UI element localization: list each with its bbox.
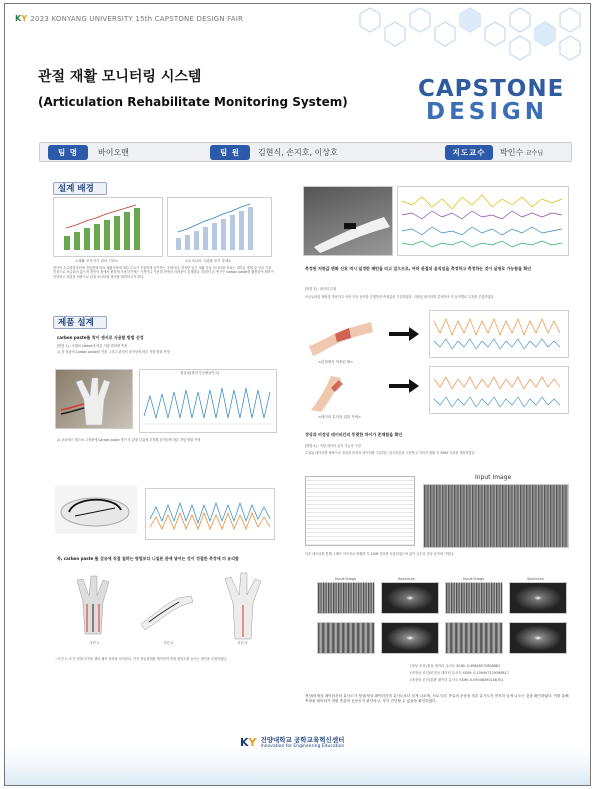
arm-illustration-2	[305, 370, 375, 414]
analysis-title: 정상과 비정상 데이터간의 뚜렷한 차이가 존재함을 확인	[305, 432, 403, 437]
footer-ky-icon: KY	[240, 735, 257, 749]
grid-image-2	[381, 582, 439, 614]
rehab-chart	[53, 197, 163, 257]
fair-header	[15, 14, 243, 23]
section-background-header: 설계 배경	[53, 182, 107, 195]
grid-label-4: Spectrum	[527, 577, 544, 581]
photo-caption-1: 사진 1	[89, 641, 100, 645]
right-step3: [방법 3] : 데이터 수집	[305, 287, 337, 291]
footer-name-ko: 건양대학교 공학교육혁신센터	[260, 736, 345, 744]
capstone-logo-line2: DESIGN	[426, 99, 549, 125]
design-step1: [방법 1] : 숙재료 sleeve에 따른 저항 변화량 측정	[57, 344, 128, 348]
photo-caption-2: 사진 2	[163, 641, 174, 645]
sensor-photo-3	[213, 569, 273, 641]
team-name-tag: 팀 명	[48, 145, 88, 160]
grid-image-3	[445, 582, 503, 614]
grid-image-5	[317, 622, 375, 654]
arm-illustration-2-svg	[305, 370, 375, 414]
footer-logo	[240, 735, 344, 749]
multi-joint-chart-svg	[398, 187, 568, 255]
design-highlight: 즉, carbon paste 를 섬유에 직접 칠하는 방법보다 니일론 관에 넣어는 것이 정절한 측정에 더 유리함	[57, 556, 239, 561]
grid-label-3: Input Image	[463, 577, 485, 581]
photo-caption-3: 사진 3	[237, 641, 248, 645]
right-step3-text: 프로토타입 제품을 착용하고 여러 가지 동작을 수행하며 측정값을 기록하였다. 저장된 데이터를 분석하여 각 동작별로 특징을 추출하였다.	[305, 295, 495, 299]
ssim-line-1: (정상 조건)정상 데이터 유사도 SSIM: 0.49848575608881	[410, 664, 501, 668]
multi-joint-chart	[397, 186, 569, 256]
glove-photo-svg	[56, 370, 134, 430]
petri-dish-svg	[55, 486, 137, 534]
right-step4-text: 수집된 데이터를 바탕으로 정상과 비정상 데이터를 구분하는 알고리즘을 구현하고 이미지 변환 후 SSIM 지표를 계산하였다.	[305, 451, 476, 455]
poster	[4, 3, 591, 786]
data-table-image	[305, 476, 415, 546]
grid-image-7	[445, 622, 503, 654]
sensor-photo-2-svg	[135, 574, 201, 636]
sensor-photo-3-svg	[213, 569, 273, 641]
rehab-chart-caption: <재활 보조기기 관리 기준>	[75, 259, 119, 263]
section-design-header: 제품 설계	[53, 316, 107, 329]
footer-name-en: Innovation for Engineering Education	[260, 744, 345, 749]
right-step4: [방법 4] : 저장 데이터 분석 기능의 구현	[305, 444, 361, 448]
ky-logo-icon: KY	[15, 14, 28, 23]
arm-sensor-photo	[303, 186, 393, 256]
design-step1b: 1) 을 장갑에 Carbon paste를 산물 그리고 관절의 움직임에 따른 저항 변화 측정	[57, 350, 170, 354]
team-name-value: 바이오맨	[98, 148, 129, 157]
joint-signal-chart-2-svg	[430, 367, 568, 413]
team-member-value: 김현식, 손지호, 이상호	[258, 148, 338, 157]
fair-label: 2023 KONYANG UNIVERSITY 15th CAPSTONE DESIGN FAIR	[30, 14, 244, 23]
design-notes: ~사진 1~3 은 현재 부착된 센서 제작 과정을 보여준다. 이후 장갑형태를 제작하여 측정 정밀도를 높이는 방안을 수립하였다.	[55, 657, 228, 661]
background-text: 한국이 초고령화사회에 진입함에 따라 재활의학에 대한 수요가 꾸준하게 증가하는 추세이다. 하지만 일부 재활 운동 모니터링 장치는 대부분 병원 및 의료 기관 중심으로 보급되어 있으며 개인이 집에서 편하게 사용하기에는 가격이나 사용법 면에서 어려움이 존재한다. 따라서 본 연구는 carbon paste를 활용하여 제작이 간단하고 저렴한 비용으로 관절 모니터링 센서를 제작하고자 한다.	[53, 266, 274, 279]
capstone-logo-line1: CAPSTONE	[418, 76, 565, 102]
team-member-tag: 팀 원	[210, 145, 250, 160]
sensor-photo-1	[63, 574, 123, 636]
aging-chart	[167, 197, 272, 257]
joint-signal-chart-1-svg	[430, 311, 568, 357]
arm-caption-a: <관절센서 착용된 팔>	[318, 360, 354, 364]
resistance-chart-1-svg	[140, 376, 276, 434]
resistance-chart-2-svg	[146, 489, 274, 539]
input-image	[423, 484, 569, 548]
conclusion-text: 정상/비정상 데이터간의 유사도가 정상/정상 데이터간의 유사도보다 낮게 나오며, 서로 다른 종류의 운동을 경우 유사도가 현저히 낮게 나오는 것을 확인하였다. 이를 통해 측정된 데이터가 어떤 종류의 운동인지 판단하고, 자가 진단할 수 있음을 확인하였다.	[305, 694, 569, 703]
joint-signal-chart-1	[429, 310, 569, 358]
glove-photo	[55, 369, 133, 429]
page-subtitle: (Articulation Rehabilitate Monitoring System)	[38, 95, 348, 109]
sensor-photo-2	[135, 574, 201, 636]
arm-sensor-svg	[304, 187, 394, 257]
petri-dish-photo	[55, 486, 137, 534]
rehab-chart-svg	[54, 198, 162, 256]
grid-image-6	[381, 622, 439, 654]
design-step2: 2) 코리에스 재스코 고정장에 Carbon paste 착인 후 관절 부위에 부착해 움직임에 따른 저항 변화 측정	[57, 438, 201, 442]
aging-chart-svg	[168, 198, 271, 256]
advisor-suffix: 교수님	[525, 150, 544, 157]
aging-chart-caption: <우리나라 고령화 증가 추세>	[185, 259, 232, 263]
input-image-label: Input Image	[475, 474, 512, 481]
mid-text: 다운 데이터를 통해 그래프 이미지로 변환한 후 SSIM 지표를 산출하였으며 값이 클수록 정상 동작에 가깝다.	[305, 552, 455, 556]
grid-image-8	[509, 622, 567, 654]
footer-band	[5, 745, 590, 785]
arm-illustration-1-svg	[305, 312, 375, 360]
sensor-photo-1-svg	[63, 574, 123, 636]
grid-image-1	[317, 582, 375, 614]
joint-signal-chart-2	[429, 366, 569, 414]
arm-caption-b: <데이터 분석을 위한 자세>	[318, 415, 362, 419]
grid-label-1: Input Image	[335, 577, 357, 581]
ssim-line-2: (비정상 조건)비정상 데이터 유사도 SSIM: 0.109497129398817	[410, 671, 509, 675]
resistance-chart-1-title: 절상치(롤리지공량)(이크)	[180, 371, 220, 375]
resistance-chart-1	[139, 369, 277, 433]
method-title: carbon paste를 착이 센서로 사용할 방법 선정	[57, 335, 144, 340]
ssim-line-3: (비정상 조건)불완 데이터 유사도 SSIM: 0.09048495148701	[410, 678, 504, 682]
result-title: 측정된 저항값 변화 신호 역시 일정한 패턴을 띠고 있으므로, 여러 관절의 움직임을 측정하고 측정하는 것이 실제로 가능함을 확인	[305, 266, 532, 271]
advisor-value	[500, 147, 543, 158]
grid-label-2: Spectrum	[398, 577, 415, 581]
grid-image-4	[509, 582, 567, 614]
advisor-tag: 지도교수	[445, 145, 493, 160]
arrow-icons	[385, 324, 425, 404]
capstone-design-logo	[418, 78, 588, 124]
page-title: 관절 재활 모니터링 시스템	[38, 69, 202, 85]
advisor-name: 박인수	[500, 148, 524, 157]
hexagon-decoration	[340, 4, 590, 74]
arm-illustration-1	[305, 312, 375, 360]
team-info-bar	[39, 142, 572, 162]
resistance-chart-2	[145, 488, 275, 540]
